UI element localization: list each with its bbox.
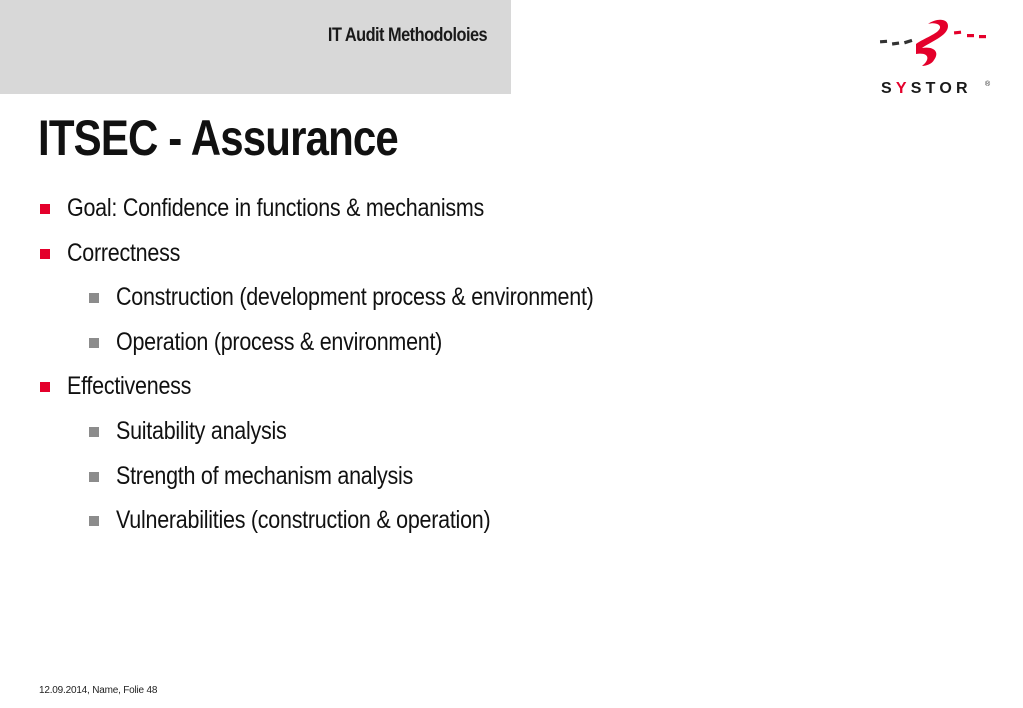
gray-square-bullet-icon	[89, 427, 99, 437]
sub-bullet-text: Suitability analysis	[116, 416, 287, 445]
gray-square-bullet-icon	[89, 472, 99, 482]
sub-bullet-text: Strength of mechanism analysis	[116, 461, 413, 490]
sub-bullet-text: Construction (development process & environment)	[116, 283, 594, 312]
bullet-text: Effectiveness	[67, 372, 192, 401]
slide-footer: 12.09.2014, Name, Folie 48	[39, 685, 158, 696]
gray-square-bullet-icon	[89, 293, 99, 303]
header-band	[0, 0, 511, 94]
logo-wordmark: SYSTOR	[881, 80, 972, 97]
red-square-bullet-icon	[40, 382, 50, 392]
bullet-text: Goal: Confidence in functions & mechanisms	[67, 194, 484, 222]
gray-square-bullet-icon	[89, 516, 99, 526]
logo-swoosh-mark	[880, 20, 986, 66]
slide-title: ITSEC - Assurance	[38, 110, 398, 166]
sub-bullet-text: Operation (process & environment)	[116, 327, 443, 356]
logo-registered-mark: ®	[985, 81, 991, 88]
red-square-bullet-icon	[40, 249, 50, 259]
sub-bullet-text: Vulnerabilities (construction & operation)	[116, 506, 491, 535]
header-title: IT Audit Methodoloies	[327, 25, 487, 46]
systor-logo	[878, 14, 993, 100]
bullet-text: Correctness	[67, 238, 181, 267]
gray-square-bullet-icon	[89, 338, 99, 348]
red-square-bullet-icon	[40, 204, 50, 214]
